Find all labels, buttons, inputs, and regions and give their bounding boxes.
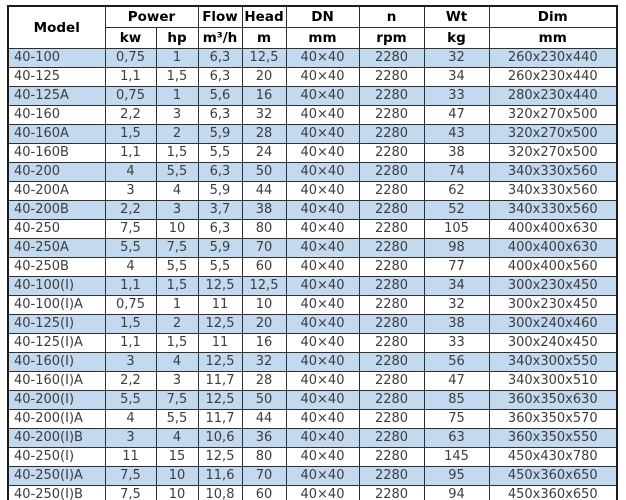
value-cell: 2280 bbox=[359, 87, 424, 106]
table-row bbox=[8, 258, 617, 277]
model-cell: 40-160A bbox=[8, 125, 105, 144]
value-cell: 1,5 bbox=[156, 334, 198, 353]
value-cell: 80 bbox=[242, 448, 286, 467]
value-cell: 12,5 bbox=[198, 391, 242, 410]
model-cell: 40-160(I)A bbox=[8, 372, 105, 391]
value-cell: 1 bbox=[156, 87, 198, 106]
value-cell: 10 bbox=[156, 467, 198, 486]
value-cell: 2280 bbox=[359, 353, 424, 372]
value-cell: 7,5 bbox=[156, 239, 198, 258]
value-cell: 4 bbox=[156, 353, 198, 372]
value-cell: 2,2 bbox=[105, 372, 156, 391]
value-cell: 11 bbox=[198, 334, 242, 353]
value-cell: 5,5 bbox=[198, 144, 242, 163]
value-cell: 28 bbox=[242, 125, 286, 144]
value-cell: 2280 bbox=[359, 448, 424, 467]
value-cell: 3 bbox=[105, 182, 156, 201]
value-cell: 12,5 bbox=[198, 448, 242, 467]
model-cell: 40-200(I)B bbox=[8, 429, 105, 448]
value-cell: 40×40 bbox=[286, 201, 359, 220]
value-cell: 2280 bbox=[359, 144, 424, 163]
value-cell: 2280 bbox=[359, 277, 424, 296]
value-cell: 2280 bbox=[359, 429, 424, 448]
unit-dim: mm bbox=[489, 28, 617, 49]
value-cell: 2280 bbox=[359, 296, 424, 315]
table-row bbox=[8, 201, 617, 220]
value-cell: 40×40 bbox=[286, 144, 359, 163]
value-cell: 260x230x440 bbox=[489, 49, 617, 68]
unit-wt: kg bbox=[424, 28, 489, 49]
value-cell: 320x270x500 bbox=[489, 106, 617, 125]
value-cell: 47 bbox=[424, 106, 489, 125]
value-cell: 2280 bbox=[359, 372, 424, 391]
value-cell: 145 bbox=[424, 448, 489, 467]
value-cell: 40×40 bbox=[286, 277, 359, 296]
value-cell: 62 bbox=[424, 182, 489, 201]
col-header-dn: DN bbox=[286, 6, 359, 28]
value-cell: 2280 bbox=[359, 410, 424, 429]
value-cell: 1,5 bbox=[156, 144, 198, 163]
value-cell: 300x240x450 bbox=[489, 334, 617, 353]
value-cell: 400x400x560 bbox=[489, 258, 617, 277]
table-row bbox=[8, 391, 617, 410]
unit-n: rpm bbox=[359, 28, 424, 49]
model-cell: 40-200A bbox=[8, 182, 105, 201]
col-header-power: Power bbox=[105, 6, 198, 28]
value-cell: 75 bbox=[424, 410, 489, 429]
col-header-head: Head bbox=[242, 6, 286, 28]
value-cell: 40×40 bbox=[286, 372, 359, 391]
value-cell: 2280 bbox=[359, 163, 424, 182]
model-cell: 40-125(I) bbox=[8, 315, 105, 334]
value-cell: 40×40 bbox=[286, 391, 359, 410]
model-cell: 40-125 bbox=[8, 68, 105, 87]
value-cell: 2 bbox=[156, 315, 198, 334]
col-header-n: n bbox=[359, 6, 424, 28]
value-cell: 40×40 bbox=[286, 410, 359, 429]
value-cell: 2280 bbox=[359, 49, 424, 68]
table-row bbox=[8, 448, 617, 467]
model-cell: 40-200(I)A bbox=[8, 410, 105, 429]
value-cell: 5,5 bbox=[105, 391, 156, 410]
model-cell: 40-200(I) bbox=[8, 391, 105, 410]
value-cell: 3 bbox=[156, 201, 198, 220]
table-row bbox=[8, 49, 617, 68]
value-cell: 12,5 bbox=[242, 49, 286, 68]
value-cell: 11,6 bbox=[198, 467, 242, 486]
value-cell: 2,2 bbox=[105, 106, 156, 125]
value-cell: 1,5 bbox=[156, 68, 198, 87]
table-row bbox=[8, 87, 617, 106]
model-cell: 40-250(I)A bbox=[8, 467, 105, 486]
value-cell: 44 bbox=[242, 182, 286, 201]
value-cell: 2280 bbox=[359, 125, 424, 144]
col-header-model: Model bbox=[8, 6, 105, 49]
value-cell: 40×40 bbox=[286, 125, 359, 144]
value-cell: 16 bbox=[242, 87, 286, 106]
unit-dn: mm bbox=[286, 28, 359, 49]
value-cell: 80 bbox=[242, 220, 286, 239]
value-cell: 12,5 bbox=[198, 315, 242, 334]
value-cell: 52 bbox=[424, 201, 489, 220]
value-cell: 1 bbox=[156, 49, 198, 68]
table-row bbox=[8, 106, 617, 125]
value-cell: 38 bbox=[424, 144, 489, 163]
value-cell: 450x430x780 bbox=[489, 448, 617, 467]
value-cell: 2280 bbox=[359, 220, 424, 239]
table-row bbox=[8, 467, 617, 486]
value-cell: 360x350x630 bbox=[489, 391, 617, 410]
value-cell: 5,9 bbox=[198, 125, 242, 144]
value-cell: 24 bbox=[242, 144, 286, 163]
value-cell: 5,6 bbox=[198, 87, 242, 106]
model-cell: 40-100 bbox=[8, 49, 105, 68]
table-row bbox=[8, 334, 617, 353]
value-cell: 1,5 bbox=[105, 125, 156, 144]
value-cell: 2280 bbox=[359, 467, 424, 486]
value-cell: 1,1 bbox=[105, 334, 156, 353]
unit-kw: kw bbox=[105, 28, 156, 49]
value-cell: 1,1 bbox=[105, 144, 156, 163]
value-cell: 40×40 bbox=[286, 334, 359, 353]
value-cell: 12,5 bbox=[242, 277, 286, 296]
value-cell: 38 bbox=[242, 201, 286, 220]
value-cell: 36 bbox=[242, 429, 286, 448]
value-cell: 7,5 bbox=[105, 467, 156, 486]
value-cell: 70 bbox=[242, 467, 286, 486]
model-cell: 40-100(I) bbox=[8, 277, 105, 296]
value-cell: 340x300x510 bbox=[489, 372, 617, 391]
model-cell: 40-200B bbox=[8, 201, 105, 220]
value-cell: 20 bbox=[242, 315, 286, 334]
value-cell: 4 bbox=[105, 410, 156, 429]
table-row bbox=[8, 429, 617, 448]
table-row bbox=[8, 410, 617, 429]
table-row bbox=[8, 277, 617, 296]
value-cell: 7,5 bbox=[156, 391, 198, 410]
value-cell: 85 bbox=[424, 391, 489, 410]
value-cell: 40×40 bbox=[286, 49, 359, 68]
value-cell: 34 bbox=[424, 277, 489, 296]
value-cell: 40×40 bbox=[286, 353, 359, 372]
value-cell: 60 bbox=[242, 486, 286, 500]
value-cell: 40×40 bbox=[286, 163, 359, 182]
value-cell: 33 bbox=[424, 87, 489, 106]
value-cell: 6,3 bbox=[198, 163, 242, 182]
value-cell: 2280 bbox=[359, 201, 424, 220]
value-cell: 12,5 bbox=[198, 353, 242, 372]
table-row bbox=[8, 353, 617, 372]
value-cell: 47 bbox=[424, 372, 489, 391]
value-cell: 4 bbox=[105, 163, 156, 182]
value-cell: 360x350x570 bbox=[489, 410, 617, 429]
value-cell: 40×40 bbox=[286, 467, 359, 486]
model-cell: 40-100(I)A bbox=[8, 296, 105, 315]
value-cell: 74 bbox=[424, 163, 489, 182]
value-cell: 63 bbox=[424, 429, 489, 448]
value-cell: 300x230x450 bbox=[489, 277, 617, 296]
value-cell: 11 bbox=[105, 448, 156, 467]
model-cell: 40-250(I) bbox=[8, 448, 105, 467]
value-cell: 5,5 bbox=[105, 239, 156, 258]
value-cell: 4 bbox=[156, 429, 198, 448]
value-cell: 5,5 bbox=[156, 410, 198, 429]
value-cell: 0,75 bbox=[105, 87, 156, 106]
value-cell: 1,5 bbox=[105, 315, 156, 334]
table-row bbox=[8, 144, 617, 163]
value-cell: 4 bbox=[105, 258, 156, 277]
value-cell: 1,1 bbox=[105, 277, 156, 296]
value-cell: 3 bbox=[105, 353, 156, 372]
value-cell: 60 bbox=[242, 258, 286, 277]
value-cell: 260x230x440 bbox=[489, 68, 617, 87]
model-cell: 40-250A bbox=[8, 239, 105, 258]
table-row bbox=[8, 486, 617, 500]
value-cell: 450x360x650 bbox=[489, 486, 617, 500]
value-cell: 2280 bbox=[359, 239, 424, 258]
table-row bbox=[8, 372, 617, 391]
value-cell: 5,9 bbox=[198, 182, 242, 201]
value-cell: 3 bbox=[156, 372, 198, 391]
value-cell: 2,2 bbox=[105, 201, 156, 220]
value-cell: 11,7 bbox=[198, 410, 242, 429]
value-cell: 450x360x650 bbox=[489, 467, 617, 486]
value-cell: 40×40 bbox=[286, 448, 359, 467]
value-cell: 40×40 bbox=[286, 315, 359, 334]
value-cell: 2280 bbox=[359, 68, 424, 87]
value-cell: 400x400x630 bbox=[489, 239, 617, 258]
model-cell: 40-250B bbox=[8, 258, 105, 277]
value-cell: 50 bbox=[242, 391, 286, 410]
value-cell: 6,3 bbox=[198, 49, 242, 68]
unit-hp: hp bbox=[156, 28, 198, 49]
value-cell: 2 bbox=[156, 125, 198, 144]
value-cell: 2280 bbox=[359, 258, 424, 277]
unit-flow: m³/h bbox=[198, 28, 242, 49]
value-cell: 77 bbox=[424, 258, 489, 277]
value-cell: 340x330x560 bbox=[489, 163, 617, 182]
value-cell: 40×40 bbox=[286, 258, 359, 277]
value-cell: 2280 bbox=[359, 391, 424, 410]
model-cell: 40-160 bbox=[8, 106, 105, 125]
value-cell: 10,8 bbox=[198, 486, 242, 500]
value-cell: 0,75 bbox=[105, 49, 156, 68]
value-cell: 15 bbox=[156, 448, 198, 467]
value-cell: 5,5 bbox=[198, 258, 242, 277]
model-cell: 40-125A bbox=[8, 87, 105, 106]
model-cell: 40-250 bbox=[8, 220, 105, 239]
value-cell: 6,3 bbox=[198, 106, 242, 125]
col-header-dim: Dim bbox=[489, 6, 617, 28]
value-cell: 320x270x500 bbox=[489, 125, 617, 144]
value-cell: 95 bbox=[424, 467, 489, 486]
value-cell: 10 bbox=[156, 220, 198, 239]
value-cell: 28 bbox=[242, 372, 286, 391]
value-cell: 40×40 bbox=[286, 486, 359, 500]
value-cell: 0,75 bbox=[105, 296, 156, 315]
value-cell: 1,1 bbox=[105, 68, 156, 87]
value-cell: 40×40 bbox=[286, 220, 359, 239]
value-cell: 340x330x560 bbox=[489, 201, 617, 220]
col-header-wt: Wt bbox=[424, 6, 489, 28]
value-cell: 2280 bbox=[359, 106, 424, 125]
value-cell: 56 bbox=[424, 353, 489, 372]
value-cell: 11 bbox=[198, 296, 242, 315]
value-cell: 400x400x630 bbox=[489, 220, 617, 239]
table-row bbox=[8, 239, 617, 258]
value-cell: 3 bbox=[105, 429, 156, 448]
table-row bbox=[8, 163, 617, 182]
table-row bbox=[8, 68, 617, 87]
value-cell: 340x330x560 bbox=[489, 182, 617, 201]
value-cell: 2280 bbox=[359, 315, 424, 334]
value-cell: 44 bbox=[242, 410, 286, 429]
table-body bbox=[8, 49, 617, 500]
unit-head: m bbox=[242, 28, 286, 49]
value-cell: 2280 bbox=[359, 182, 424, 201]
value-cell: 38 bbox=[424, 315, 489, 334]
value-cell: 6,3 bbox=[198, 68, 242, 87]
value-cell: 16 bbox=[242, 334, 286, 353]
value-cell: 5,5 bbox=[156, 258, 198, 277]
model-cell: 40-160B bbox=[8, 144, 105, 163]
value-cell: 340x300x550 bbox=[489, 353, 617, 372]
value-cell: 43 bbox=[424, 125, 489, 144]
value-cell: 10,6 bbox=[198, 429, 242, 448]
value-cell: 94 bbox=[424, 486, 489, 500]
table-header bbox=[8, 6, 617, 49]
value-cell: 32 bbox=[242, 353, 286, 372]
model-cell: 40-160(I) bbox=[8, 353, 105, 372]
value-cell: 10 bbox=[242, 296, 286, 315]
value-cell: 6,3 bbox=[198, 220, 242, 239]
value-cell: 280x230x440 bbox=[489, 87, 617, 106]
value-cell: 7,5 bbox=[105, 486, 156, 500]
table-row bbox=[8, 182, 617, 201]
value-cell: 40×40 bbox=[286, 296, 359, 315]
value-cell: 5,5 bbox=[156, 163, 198, 182]
value-cell: 32 bbox=[242, 106, 286, 125]
value-cell: 32 bbox=[424, 296, 489, 315]
value-cell: 5,9 bbox=[198, 239, 242, 258]
value-cell: 40×40 bbox=[286, 87, 359, 106]
value-cell: 3,7 bbox=[198, 201, 242, 220]
value-cell: 70 bbox=[242, 239, 286, 258]
table-row bbox=[8, 125, 617, 144]
value-cell: 4 bbox=[156, 182, 198, 201]
table-row bbox=[8, 220, 617, 239]
value-cell: 300x230x450 bbox=[489, 296, 617, 315]
value-cell: 1 bbox=[156, 296, 198, 315]
value-cell: 50 bbox=[242, 163, 286, 182]
value-cell: 300x240x460 bbox=[489, 315, 617, 334]
value-cell: 40×40 bbox=[286, 106, 359, 125]
value-cell: 40×40 bbox=[286, 429, 359, 448]
value-cell: 320x270x500 bbox=[489, 144, 617, 163]
value-cell: 40×40 bbox=[286, 68, 359, 87]
header-row-titles bbox=[8, 6, 617, 28]
value-cell: 10 bbox=[156, 486, 198, 500]
value-cell: 40×40 bbox=[286, 182, 359, 201]
value-cell: 1,5 bbox=[156, 277, 198, 296]
value-cell: 7,5 bbox=[105, 220, 156, 239]
value-cell: 3 bbox=[156, 106, 198, 125]
value-cell: 40×40 bbox=[286, 239, 359, 258]
value-cell: 2280 bbox=[359, 486, 424, 500]
value-cell: 360x350x550 bbox=[489, 429, 617, 448]
table-row bbox=[8, 315, 617, 334]
value-cell: 98 bbox=[424, 239, 489, 258]
value-cell: 12,5 bbox=[198, 277, 242, 296]
table-row bbox=[8, 296, 617, 315]
value-cell: 34 bbox=[424, 68, 489, 87]
value-cell: 11,7 bbox=[198, 372, 242, 391]
pump-spec-table bbox=[7, 5, 618, 500]
value-cell: 33 bbox=[424, 334, 489, 353]
value-cell: 105 bbox=[424, 220, 489, 239]
model-cell: 40-200 bbox=[8, 163, 105, 182]
model-cell: 40-250(I)B bbox=[8, 486, 105, 500]
value-cell: 32 bbox=[424, 49, 489, 68]
value-cell: 2280 bbox=[359, 334, 424, 353]
value-cell: 20 bbox=[242, 68, 286, 87]
model-cell: 40-125(I)A bbox=[8, 334, 105, 353]
col-header-flow: Flow bbox=[198, 6, 242, 28]
